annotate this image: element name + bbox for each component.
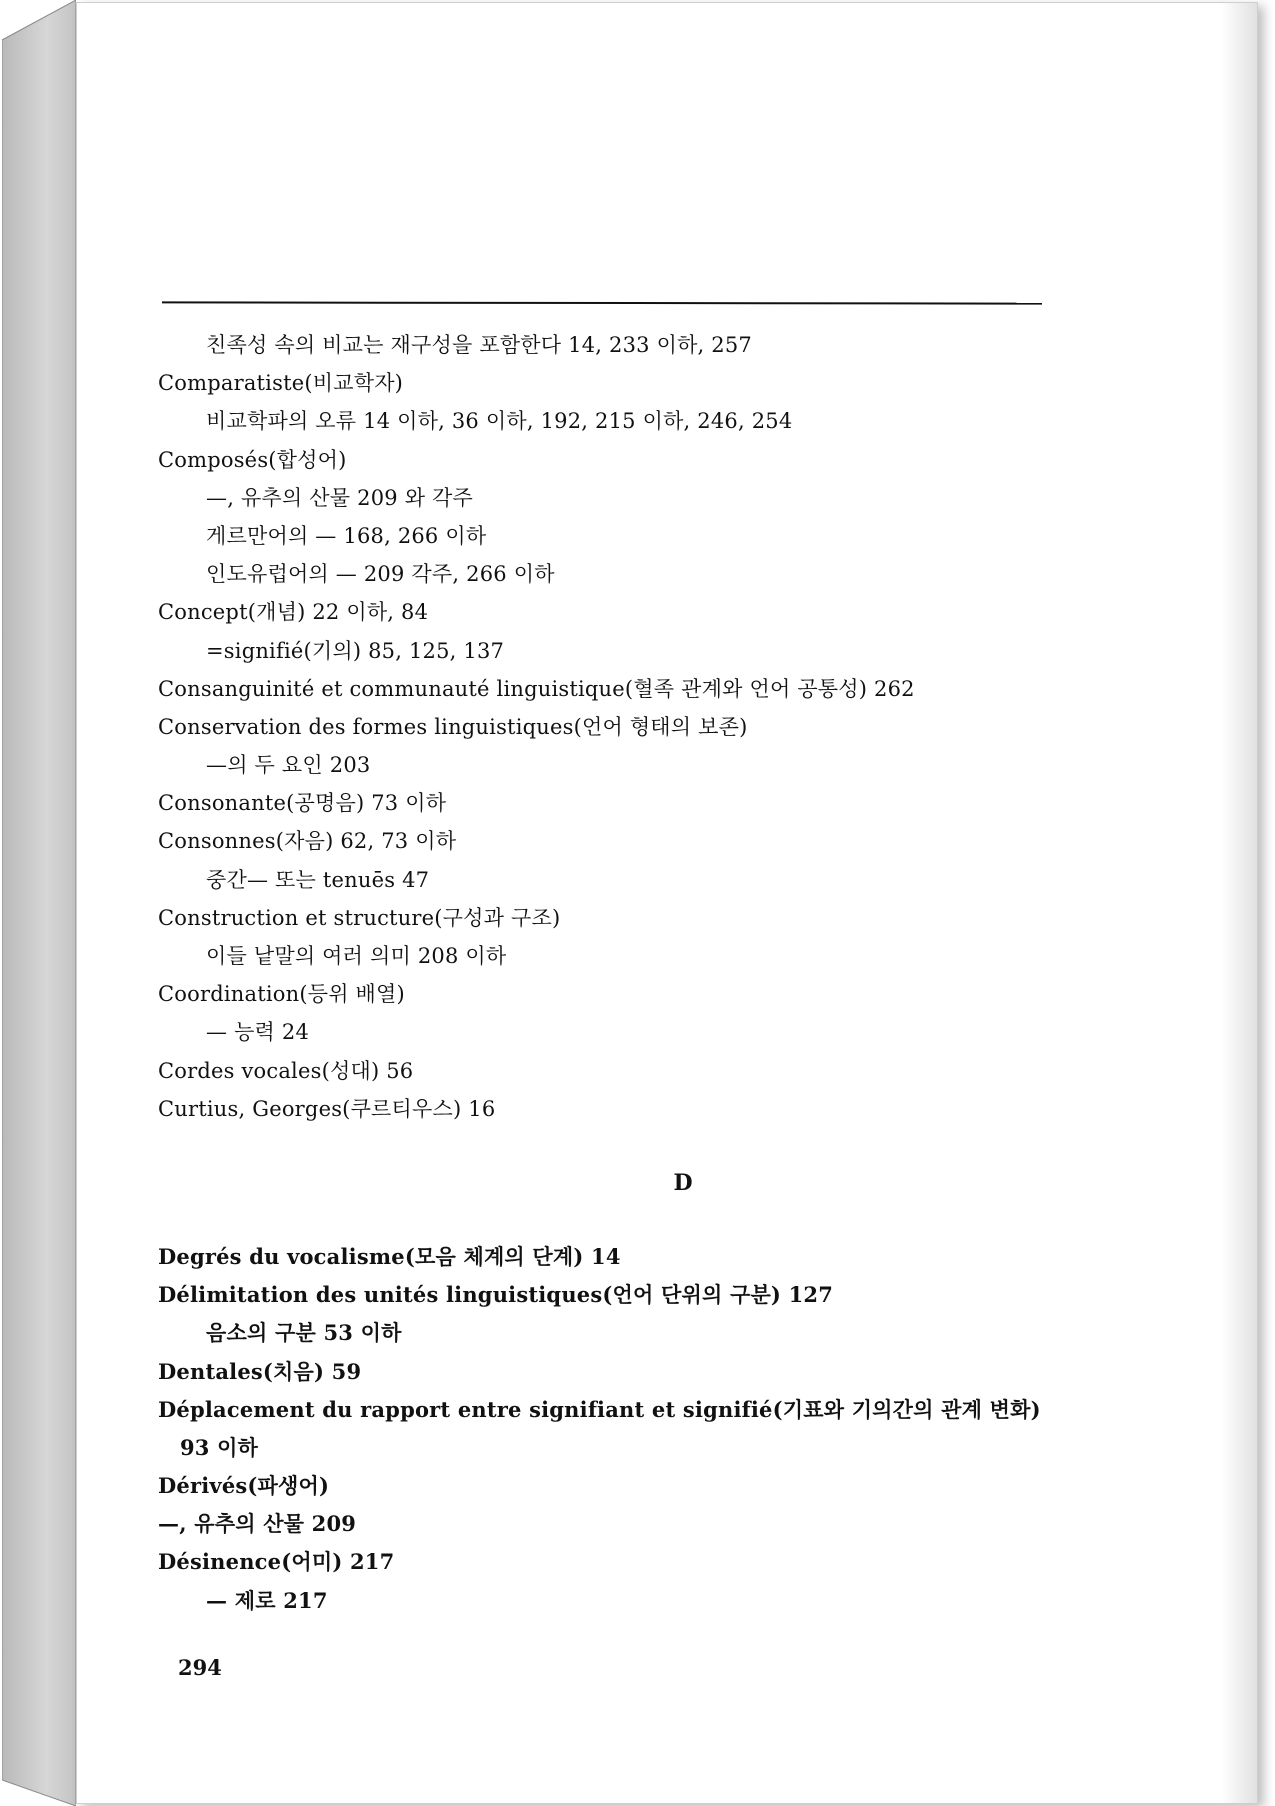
index-entry: Construction et structure(구성과 구조) (158, 905, 561, 930)
section-letter: D (673, 1169, 693, 1196)
index-subentry: =signifié(기의) 85, 125, 137 (206, 638, 505, 663)
index-subentry: — 능력 24 (206, 1020, 310, 1045)
index-entry: Consanguinité et communauté linguistique(혈족 관계와 언어 공통성) 262 (158, 676, 915, 701)
index-entry: Consonante(공명음) 73 이하 (158, 791, 447, 816)
index-entry: Curtius, Georges(쿠르티우스) 16 (158, 1096, 496, 1121)
index-entry: —, 유추의 산물 209 (158, 1511, 357, 1537)
book-spine-shape (2, 0, 76, 1806)
index-subentry: —의 두 요인 203 (206, 753, 371, 778)
index-entry: Conservation des formes linguistiques(언어 형태의 보존) (158, 714, 748, 739)
index-entry: Comparatiste(비교학자) (158, 371, 404, 396)
index-entry: Consonnes(자음) 62, 73 이하 (158, 829, 457, 854)
index-entry: Composés(합성어) (158, 447, 347, 472)
index-subentry: 음소의 구분 53 이하 (206, 1320, 402, 1346)
index-subentry: 비교학파의 오류 14 이하, 36 이하, 192, 215 이하, 246, 254 (206, 409, 793, 434)
index-subentry: 인도유럽어의 — 209 각주, 266 이하 (206, 562, 555, 587)
index-subentry: — 제로 217 (206, 1587, 328, 1613)
index-entry: Déplacement du rapport entre signifiant et signifié(기표와 기의간의 관계 변화) (158, 1396, 1041, 1422)
index-entry: Dentales(치음) 59 (158, 1358, 362, 1384)
index-list-c (158, 326, 1148, 1128)
index-subentry: 93 이하 (180, 1434, 259, 1460)
index-entry: Délimitation des unités linguistiques(언어 단위의 구분) 127 (158, 1282, 834, 1308)
index-entry: Dérivés(파생어) (158, 1473, 330, 1499)
index-list-d (158, 1238, 1148, 1620)
index-entries (158, 326, 1148, 1620)
page-number: 294 (178, 1655, 222, 1680)
book-spine (2, 0, 76, 1806)
index-entry: Désinence(어미) 217 (158, 1549, 395, 1575)
index-entry: Cordes vocales(성대) 56 (158, 1058, 414, 1083)
index-subentry: 게르만어의 — 168, 266 이하 (206, 523, 487, 548)
page-edge-shadow (1221, 3, 1257, 1803)
index-subentry: —, 유추의 산물 209 와 각주 (206, 485, 474, 510)
index-entry: Degrés du vocalisme(모음 체계의 단계) 14 (158, 1243, 621, 1269)
index-entry: Coordination(등위 배열) (158, 982, 405, 1007)
index-subentry: 중간— 또는 tenuēs 47 (206, 867, 430, 892)
index-subentry: 친족성 속의 비교는 재구성을 포함한다 14, 233 이하, 257 (206, 333, 752, 357)
index-entry: Concept(개념) 22 이하, 84 (158, 600, 429, 625)
index-subentry: 이들 낱말의 여러 의미 208 이하 (206, 944, 507, 968)
